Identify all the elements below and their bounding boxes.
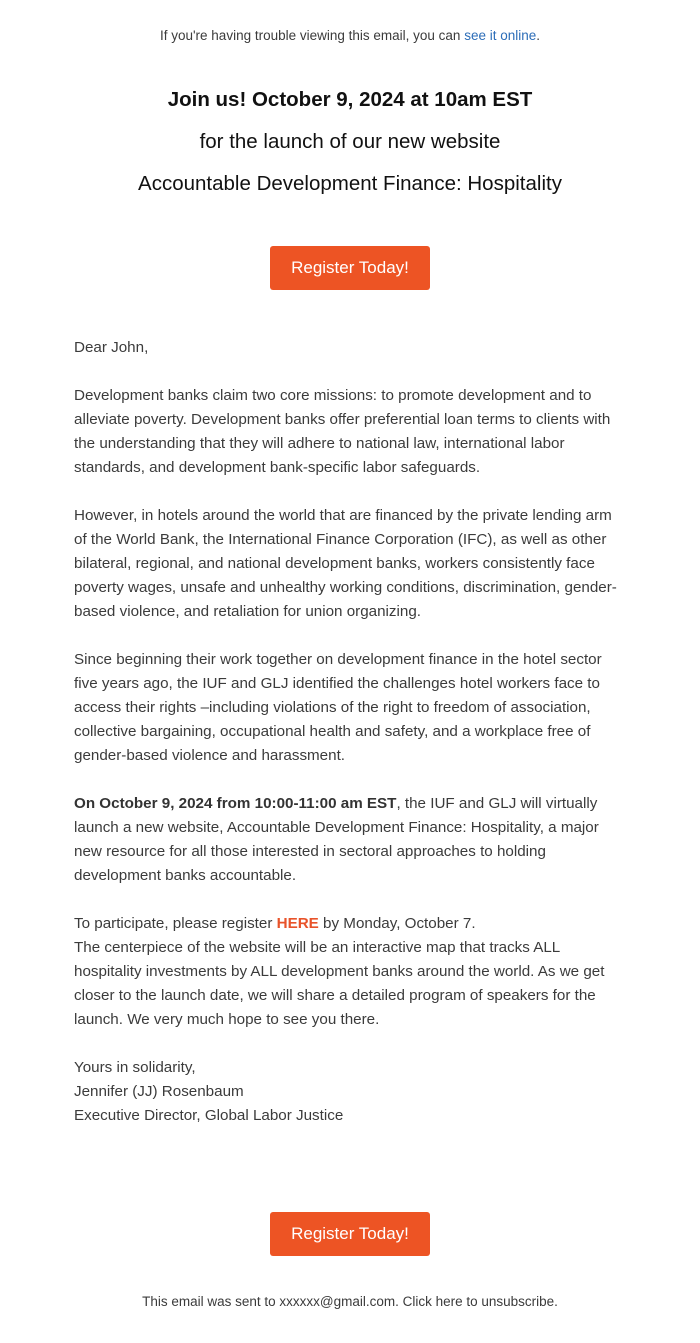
signer-name: Jennifer (JJ) Rosenbaum (74, 1083, 244, 1100)
paragraph-4 (74, 792, 619, 888)
paragraph-5-pre: To participate, please register (74, 915, 277, 932)
register-button-top[interactable]: Register Today! (270, 246, 430, 290)
event-time: On October 9, 2024 from 10:00-11:00 am EST (74, 795, 397, 812)
closing: Yours in solidarity, (74, 1059, 196, 1076)
website-title: Accountable Development Finance: Hospitality (138, 172, 562, 195)
paragraph-5 (74, 912, 619, 1032)
paragraph-5-post: by Monday, October 7. (318, 915, 476, 932)
paragraph-4-rest: , the IUF and GLJ will virtually launch a new website, Accountable Development Finance: Hospitality, a major new resource for all those interested in sectoral approaches to holding development banks accountable. (74, 795, 599, 884)
view-online-link[interactable]: see it online (464, 28, 537, 43)
paragraph-3: Since beginning their work together on development finance in the hotel sector five years ago, the IUF and GLJ identified the challenges hotel workers face to access their rights –including violations of the right to freedom of association, collective bargaining, occupational health and safety, and a workplace free of gender-based violence and harassment. (74, 651, 602, 764)
preheader (0, 28, 700, 43)
signature (74, 1056, 619, 1128)
subheadline: for the launch of our new website (199, 130, 501, 153)
paragraph-2: However, in hotels around the world that are financed by the private lending arm of the World Bank, the International Finance Corporation (IFC), as well as other bilateral, regional, and national development banks, workers consistently face poverty wages, unsafe and unhealthy working conditions, discrimination, gender-based violence, and retaliation for union organizing. (74, 507, 617, 620)
headline: Join us! October 9, 2024 at 10am EST (167, 88, 533, 111)
preheader-text: If you're having trouble viewing this email, you can (159, 28, 465, 43)
greeting: Dear John, (74, 339, 149, 356)
signer-title: Executive Director, Global Labor Justice (74, 1107, 344, 1124)
letter-body (74, 336, 619, 1152)
preheader-end: . (536, 28, 541, 43)
register-here-link[interactable]: HERE (276, 915, 319, 932)
paragraph-1: Development banks claim two core missions: to promote development and to alleviate poverty. Development banks offer preferential loan terms to clients with the understanding that they will adhere to national law, international labor standards, and development bank-specific labor safeguards. (74, 387, 611, 476)
paragraph-5-cont: The centerpiece of the website will be an interactive map that tracks ALL hospitality investments by ALL development banks around the world. As we get closer to the launch date, we will share a detailed program of speakers for the launch. We very much hope to see you there. (74, 939, 605, 1028)
footer-unsubscribe[interactable]: This email was sent to xxxxxx@gmail.com. Click here to unsubscribe. (142, 1294, 558, 1309)
register-button-bottom[interactable]: Register Today! (270, 1212, 430, 1256)
